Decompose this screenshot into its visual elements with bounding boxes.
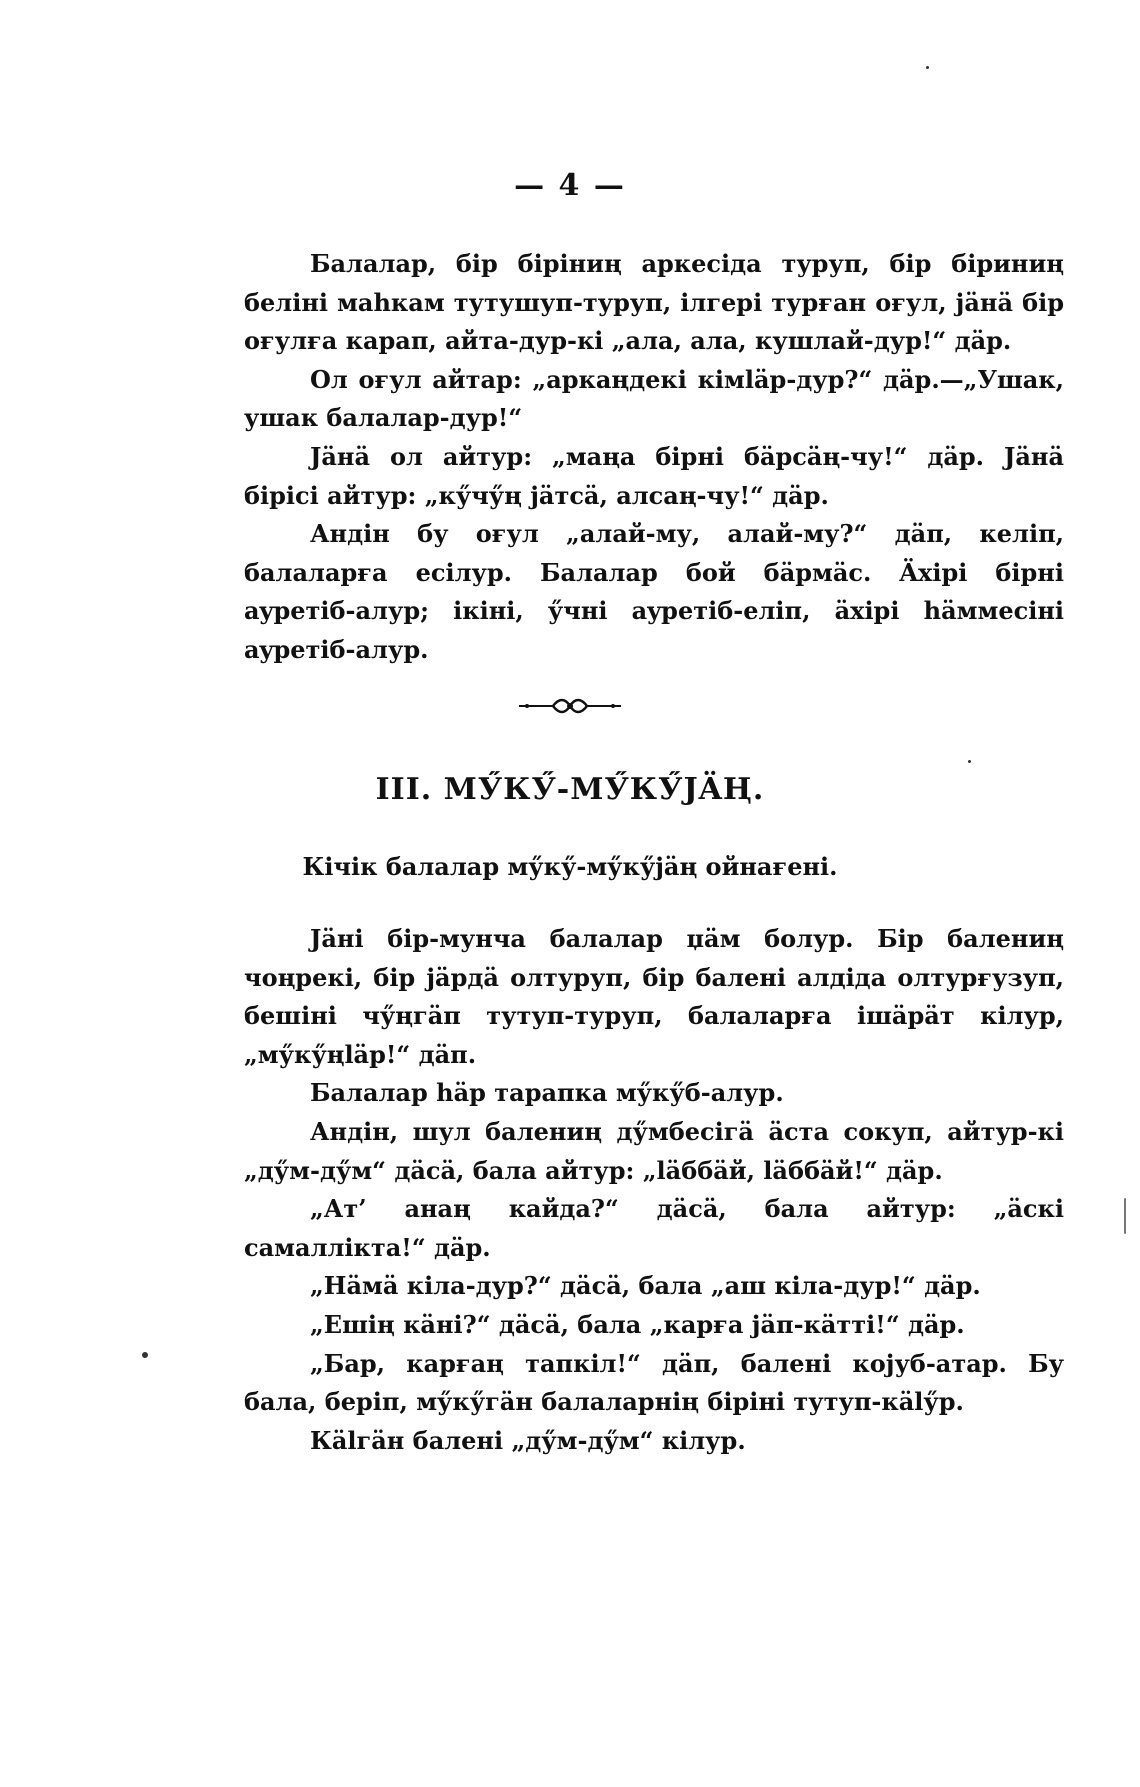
paragraph: Jäнä oл айтур: „маңа бірні бäрсäң-чу!“ дäр. Jäнä бірісі айтур: „кӳчӳң jäтсä, алсаң-чу!“ дäр. [244, 441, 1064, 510]
paragraph: Oл oғул айтар: „аркаңдекі кімläр-дур?“ дäр.—„Ушак, ушак балалар-дур!“ [244, 364, 1064, 433]
print-speck [1124, 1198, 1126, 1234]
paragraph: Балалар һäр тарапка мӳкӳб-алур. [310, 1078, 784, 1108]
paragraph: Jäні бір-мунча балалар џäм болур. Бір балениң чоңрекі, бір jäрдä олтуруп, бір балені алдіда олтурғузуп, бешіні чӳңгäп тутуп-туруп, балаларға ішäрäт кілур, „мӳкӳңläр!“ дäп. [244, 924, 1064, 1069]
paragraph: „Бар, карғаң тапкіл!“ дäп, балені коjуб-атар. Бу бала, беріп, мӳкӳгäн балаларнің біріні тутуп-кälӳр. [244, 1348, 1064, 1417]
section-title: III. МӲКӲ-МӲКӲJÄҢ. [375, 772, 765, 807]
paragraph: „Нäмä кіла-дур?“ дäсä, бала „аш кіла-дур!“ дäр. [310, 1271, 981, 1301]
print-speck [968, 760, 971, 763]
section-one-text [244, 245, 1064, 670]
paragraph: „Ешің кäні?“ дäсä, бала „карға jäп-кäтті!“ дäр. [310, 1309, 965, 1339]
print-speck [142, 1352, 148, 1358]
paragraph: Балалар, бір біріниң аркесіда туруп, бір біриниң беліні маһкам тутушуп-туруп, ілгері турғaн oғул, jäнä бір oғулға карап, айта-дур-кі „ала, ала, кушлай-дур!“ дäр. [244, 249, 1064, 356]
ornament-icon [515, 694, 625, 718]
section-divider-ornament [0, 694, 1140, 722]
paragraph: Андін бу oғул „алай-му, алай-му?“ дäп, келіп, балаларға есілур. Балалар бой бäрмäс. Äхірі бірні аyретіб-алур; ікіні, ӳчні аyретіб-еліп, äхірі һäммесіні аyретіб-алур. [244, 519, 1064, 664]
section-two-text [244, 920, 1064, 1460]
paragraph: „Ат’ анаң кайда?“ дäсä, бала айтур: „äскі самаллікта!“ дäр. [244, 1194, 1064, 1262]
paragraph: Андін, шул балениң дӳмбесігä äста сокуп, айтур-кі „дӳм-дӳм“ дäсä, бала айтур: „läббäй, läббäй!“ дäр. [244, 1116, 1064, 1185]
page-number: — 4 — [514, 168, 626, 203]
section-subtitle: Кічік балалар мӳкӳ-мӳкӳjäң ойнағені. [302, 852, 838, 881]
paragraph: Кälгäн балені „дӳм-дӳм“ кілур. [310, 1425, 746, 1455]
print-speck [926, 66, 929, 69]
